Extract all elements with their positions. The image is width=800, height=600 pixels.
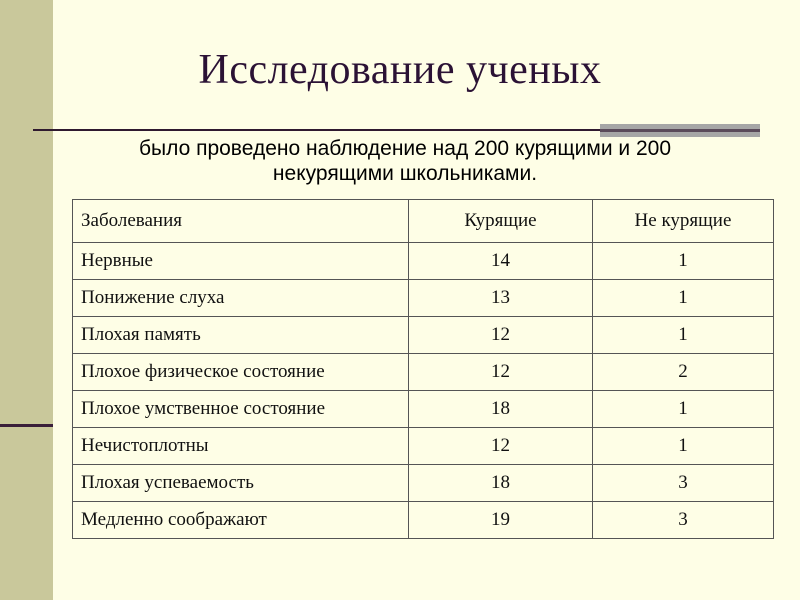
table-row: [73, 317, 774, 354]
table-row: [73, 354, 774, 391]
subtitle-line-1: было проведено наблюдение над 200 курящими и 200: [138, 137, 672, 160]
cell-smokers: 13: [408, 280, 592, 317]
column-header-smokers: Курящие: [408, 200, 592, 243]
table-row: [73, 391, 774, 428]
cell-smokers: 14: [408, 243, 592, 280]
cell-disease: Плохая память: [73, 317, 409, 354]
cell-smokers: 12: [408, 317, 592, 354]
title-accent-line: [600, 129, 760, 132]
cell-non-smokers: 2: [592, 354, 773, 391]
cell-smokers: 19: [408, 502, 592, 539]
table-row: [73, 502, 774, 539]
subtitle-line-2: некурящими школьниками.: [272, 162, 538, 185]
disease-comparison-table: [72, 199, 774, 539]
cell-smokers: 18: [408, 391, 592, 428]
cell-disease: Нервные: [73, 243, 409, 280]
cell-non-smokers: 3: [592, 465, 773, 502]
cell-non-smokers: 1: [592, 243, 773, 280]
sidebar-divider: [0, 424, 53, 427]
table-header-row: [73, 200, 774, 243]
column-header-non-smokers: Не курящие: [592, 200, 773, 243]
table-row: [73, 280, 774, 317]
table-row: [73, 465, 774, 502]
slide-title: Исследование ученых: [198, 47, 602, 93]
cell-disease: Плохая успеваемость: [73, 465, 409, 502]
cell-non-smokers: 1: [592, 280, 773, 317]
cell-disease: Понижение слуха: [73, 280, 409, 317]
cell-non-smokers: 3: [592, 502, 773, 539]
cell-disease: Нечистоплотны: [73, 428, 409, 465]
cell-smokers: 12: [408, 354, 592, 391]
column-header-disease: Заболевания: [73, 200, 409, 243]
cell-disease: Плохое умственное состояние: [73, 391, 409, 428]
slide-subtitle: [100, 136, 710, 186]
cell-non-smokers: 1: [592, 317, 773, 354]
cell-non-smokers: 1: [592, 391, 773, 428]
cell-smokers: 18: [408, 465, 592, 502]
table-row: [73, 243, 774, 280]
cell-non-smokers: 1: [592, 428, 773, 465]
title-underline: [33, 129, 603, 131]
cell-smokers: 12: [408, 428, 592, 465]
table-row: [73, 428, 774, 465]
cell-disease: Медленно соображают: [73, 502, 409, 539]
cell-disease: Плохое физическое состояние: [73, 354, 409, 391]
